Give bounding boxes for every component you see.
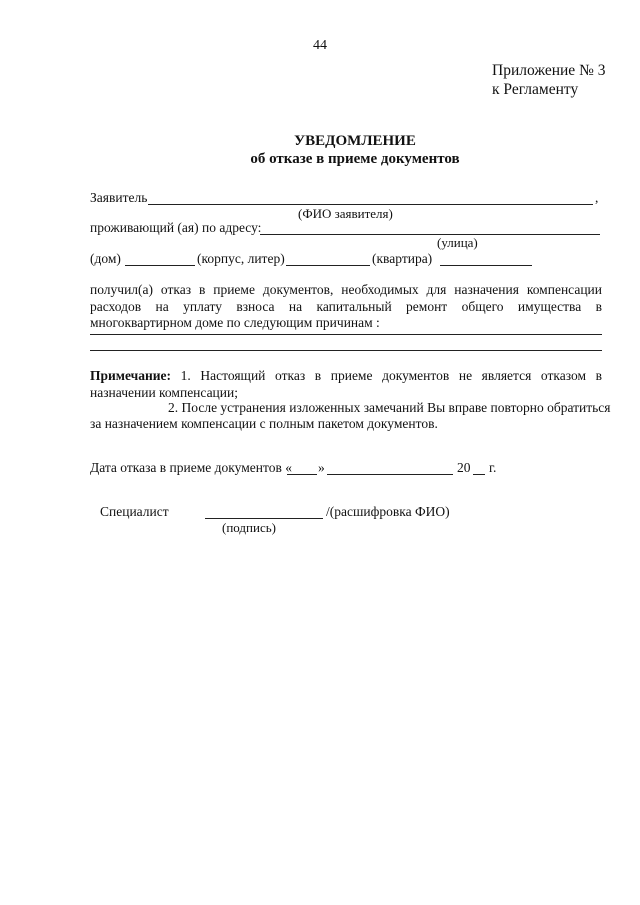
note-item-1: 1. Настоящий отказ в приеме документов не является отказом в назначении компенсации; [90, 368, 602, 400]
applicant-label: Заявитель [90, 190, 148, 205]
reason-line-2[interactable] [90, 350, 602, 351]
signature-field[interactable] [205, 518, 323, 519]
date-day-field[interactable] [287, 474, 317, 475]
applicant-caption: (ФИО заявителя) [298, 206, 393, 221]
refusal-body-text: получил(а) отказ в приеме документов, необходимых для назначения компенсации расходов на уплату взноса на капитальный ремонт общего имущества в многоквартирном доме по следующим причинам : [90, 282, 602, 330]
appendix-line-1: Приложение № 3 [492, 62, 606, 79]
page-number: 44 [313, 38, 327, 53]
note-item-2-line-2: за назначением компенсации с полным пакетом документов. [90, 416, 438, 431]
appendix-reference [492, 61, 605, 99]
date-year-field[interactable] [473, 474, 485, 475]
applicant-name-field[interactable] [148, 204, 593, 205]
date-label: Дата отказа в приеме документов « [90, 460, 292, 475]
title-line-2: об отказе в приеме документов [250, 151, 460, 167]
document-title [0, 132, 640, 168]
note-item-1-block [90, 368, 602, 401]
address-label: проживающий (ая) по адресу: [90, 220, 262, 235]
house-field[interactable] [125, 265, 195, 266]
street-caption: (улица) [437, 235, 478, 250]
address-street-field[interactable] [260, 234, 600, 235]
date-month-field[interactable] [327, 474, 453, 475]
apartment-label: (квартира) [372, 251, 433, 266]
note-item-2-line-1: 2. После устранения изложенных замечаний Вы вправе повторно обратиться [168, 400, 611, 415]
building-label: (корпус, литер) [197, 251, 285, 266]
date-year-suffix: г. [489, 460, 497, 475]
house-label: (дом) [90, 251, 121, 266]
date-year-prefix: 20 [457, 460, 471, 475]
appendix-line-2: к Регламенту [492, 81, 579, 98]
name-decoding-label: /(расшифровка ФИО) [326, 504, 450, 519]
apartment-field[interactable] [440, 265, 532, 266]
specialist-label: Специалист [100, 504, 169, 519]
signature-caption: (подпись) [222, 520, 276, 535]
date-quote-close: » [318, 460, 325, 475]
building-field[interactable] [286, 265, 370, 266]
title-line-1: УВЕДОМЛЕНИЕ [294, 133, 416, 149]
note-label: Примечание: [90, 368, 172, 383]
applicant-trailing-comma: , [595, 190, 599, 205]
reason-line-1[interactable] [90, 334, 602, 335]
